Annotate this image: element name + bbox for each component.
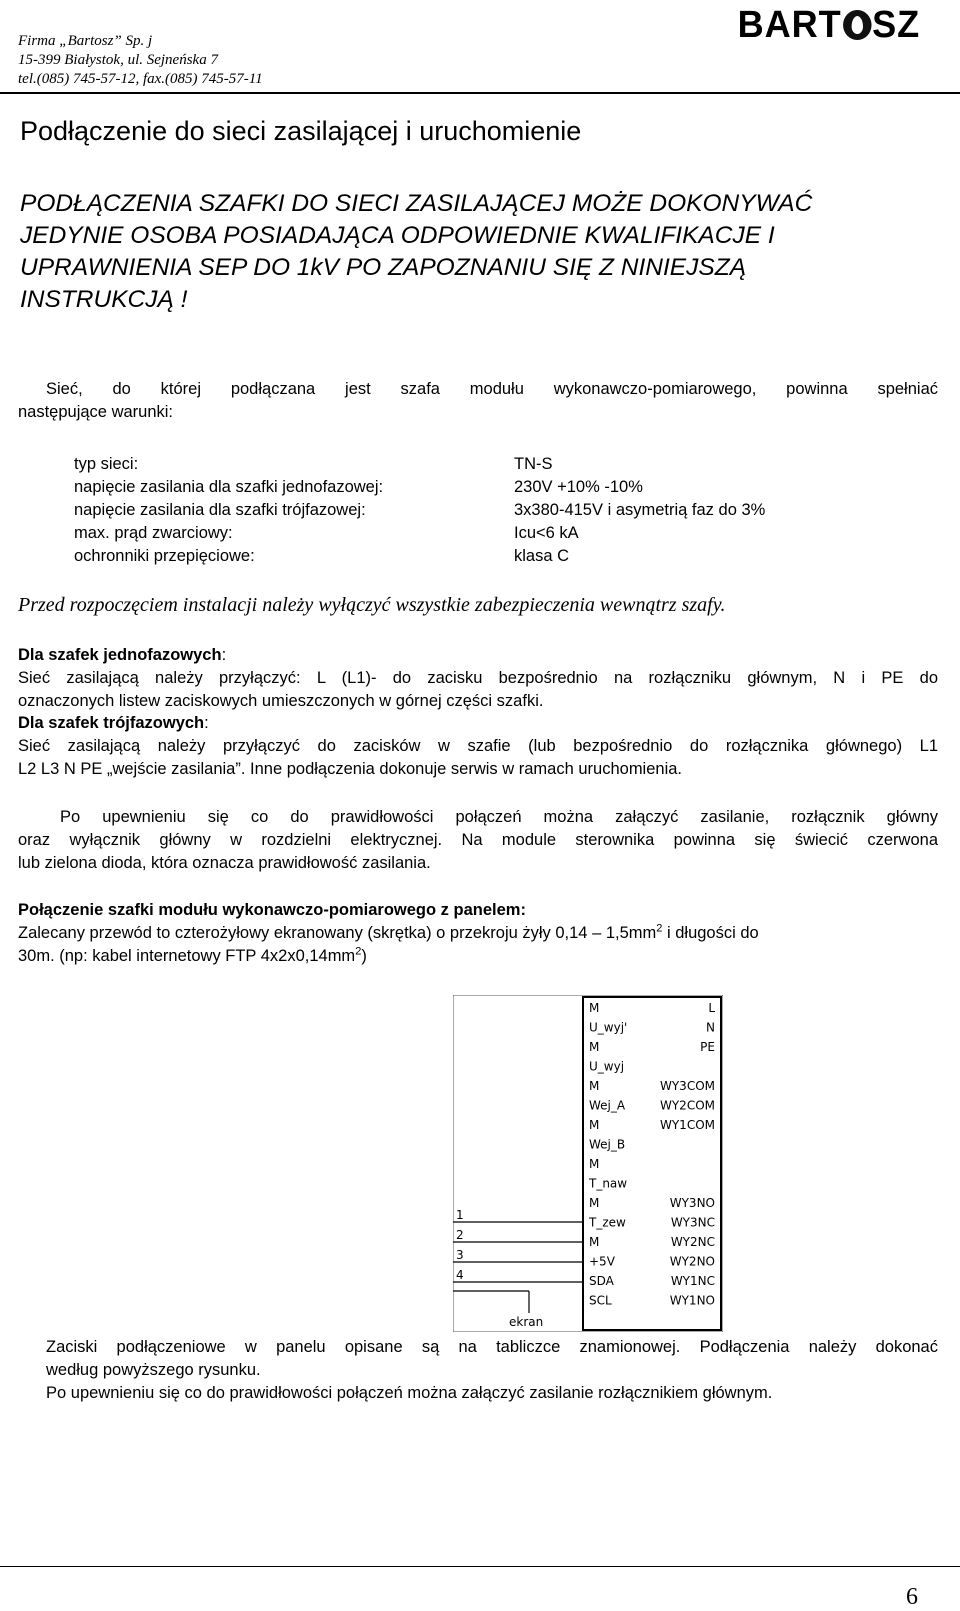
terminal-label: M	[589, 1001, 600, 1015]
after-check-line-2: oraz wyłącznik główny w rozdzielni elektrycznej. Na module sterownika powinna się świecić czerwona	[18, 831, 938, 849]
terminal-label: M	[589, 1040, 600, 1054]
single-phase-heading-text: Dla szafek jednofazowych	[18, 646, 222, 664]
requirement-row	[74, 478, 934, 501]
footer-note-line-3: Po upewnieniu się co do prawidłowości połączeń można załączyć zasilanie rozłącznikiem głównym.	[46, 1384, 773, 1402]
before-install-note: Przed rozpoczęciem instalacji należy wyłączyć wszystkie zabezpieczenia wewnątrz szafy.	[18, 594, 726, 616]
panel-connection-line-2	[18, 945, 367, 968]
requirement-label: ochronniki przepięciowe:	[74, 547, 255, 565]
terminal-label: WY2NC	[670, 1235, 715, 1249]
header-divider	[0, 92, 960, 94]
warning-line: JEDYNIE OSOBA POSIADAJĄCA ODPOWIEDNIE KWALIFIKACJE I	[20, 222, 775, 249]
requirement-label: max. prąd zwarciowy:	[74, 524, 233, 542]
terminal-label: +5V	[589, 1254, 615, 1269]
company-phone: tel.(085) 745-57-12, fax.(085) 745-57-11	[18, 71, 263, 87]
screen-label: ekran	[509, 1315, 544, 1329]
terminal-label: M	[589, 1079, 600, 1093]
terminal-label: U_wyj	[589, 1059, 625, 1074]
intro-line-1: Sieć, do której podłączana jest szafa modułu wykonawczo-pomiarowego, powinna spełniać	[46, 380, 938, 398]
wiring-diagram-svg	[453, 995, 723, 1332]
terminal-label: WY3NO	[669, 1196, 715, 1210]
requirement-row	[74, 547, 934, 570]
panel-connection-heading-text: Połączenie szafki modułu wykonawczo-pomiarowego z panelem:	[18, 901, 526, 919]
requirement-label: napięcie zasilania dla szafki trójfazowej:	[74, 501, 366, 519]
logo-text-right: SZ	[871, 4, 920, 46]
closing-paren: )	[361, 947, 367, 965]
three-phase-line-2: L2 L3 N PE „wejście zasilania”. Inne podłączenia dokonuje serwis w ramach uruchomienia.	[18, 760, 683, 778]
three-phase-line-1: Sieć zasilającą należy przyłączyć do zacisków w szafie (lub bezpośrednio do rozłącznika głównego) L1	[18, 737, 938, 755]
requirement-value: klasa C	[514, 547, 570, 565]
requirement-value: Icu<6 kA	[514, 524, 579, 542]
intro-line-2: następujące warunki:	[18, 403, 174, 421]
wire-number: 4	[456, 1268, 464, 1282]
warning-line: INSTRUKCJĄ !	[20, 286, 188, 313]
terminal-label: M	[589, 1157, 600, 1171]
terminal-label: WY1NC	[670, 1274, 715, 1288]
requirement-label: napięcie zasilania dla szafki jednofazowej:	[74, 478, 384, 496]
company-address: 15-399 Białystok, ul. Sejneńska 7	[18, 52, 218, 68]
single-phase-line-2: oznaczonych listew zaciskowych umieszczonych w górnej części szafki.	[18, 692, 544, 710]
terminal-label: Wej_A	[589, 1098, 626, 1113]
qualification-warning	[20, 188, 940, 316]
terminal-label: WY3NC	[670, 1215, 715, 1230]
wiring-diagram	[453, 995, 723, 1337]
requirement-row	[74, 455, 934, 478]
terminal-label: U_wyj'	[589, 1020, 628, 1035]
bartosz-logo	[737, 4, 920, 47]
cable-length-text: i długości do	[662, 924, 759, 942]
terminal-label: N	[706, 1020, 715, 1035]
footer-note-line-2: według powyższego rysunku.	[46, 1361, 261, 1379]
three-phase-heading: Dla szafek trójfazowych:	[18, 714, 209, 732]
terminal-label: PE	[700, 1040, 715, 1054]
terminal-label: SDA	[589, 1274, 614, 1288]
terminal-label: M	[589, 1235, 600, 1249]
terminal-label: WY1NO	[669, 1293, 715, 1308]
wire-number: 3	[456, 1248, 464, 1262]
requirement-value: TN-S	[514, 455, 553, 473]
terminal-label: M	[589, 1118, 600, 1132]
terminal-label: WY1COM	[659, 1118, 715, 1132]
terminal-label: T_zew	[589, 1215, 626, 1230]
requirement-row	[74, 501, 934, 524]
company-name: Firma „Bartosz” Sp. j	[18, 33, 153, 49]
after-check-line-3: lub zielona dioda, która oznacza prawidłowość zasilania.	[18, 854, 431, 872]
requirement-row	[74, 524, 934, 547]
after-check-line-1: Po upewnieniu się co do prawidłowości połączeń można załączyć zasilanie, rozłącznik główny	[60, 808, 938, 826]
terminal-label: L	[708, 1001, 715, 1015]
wire-number: 1	[456, 1208, 464, 1222]
panel-connection-heading	[18, 899, 526, 922]
cable-spec-text: Zalecany przewód to czterożyłowy ekranowany (skrętka) o przekroju żyły 0,14 – 1,5mm	[18, 924, 657, 942]
warning-line: UPRAWNIENIA SEP DO 1kV PO ZAPOZNANIU SIĘ Z NINIEJSZĄ	[20, 254, 747, 281]
terminal-label: WY3COM	[659, 1079, 715, 1093]
logo-text-left: BART	[737, 4, 842, 46]
terminal-label: M	[589, 1196, 600, 1210]
warning-line: PODŁĄCZENIA SZAFKI DO SIECI ZASILAJĄCEJ MOŻE DOKONYWAĆ	[20, 190, 813, 217]
footer-note-line-1: Zaciski podłączeniowe w panelu opisane są na tabliczce znamionowej. Podłączenia należy dokonać	[46, 1338, 938, 1356]
terminal-label: WY2COM	[659, 1098, 715, 1113]
requirement-label: typ sieci:	[74, 455, 139, 473]
cable-example-text: 30m. (np: kabel internetowy FTP 4x2x0,14mm	[18, 947, 356, 965]
terminal-label: Wej_B	[589, 1137, 626, 1152]
terminal-label: T_naw	[589, 1176, 628, 1191]
three-phase-heading-text: Dla szafek trójfazowych	[18, 714, 205, 732]
superscript: 2	[656, 922, 663, 935]
wire-number: 2	[456, 1228, 464, 1242]
terminal-label: WY2NO	[669, 1254, 715, 1269]
single-phase-line-1: Sieć zasilającą należy przyłączyć: L (L1)- do zacisku bezpośrednio na rozłączniku głównym, N i PE do	[18, 669, 938, 687]
superscript: 2	[355, 945, 362, 958]
single-phase-heading: Dla szafek jednofazowych:	[18, 646, 227, 664]
page-number: 6	[906, 1584, 918, 1610]
terminal-label: SCL	[589, 1293, 612, 1308]
footer-divider	[0, 1566, 960, 1567]
requirement-value: 3x380-415V i asymetrią faz do 3%	[514, 501, 766, 519]
panel-connection-line-1	[18, 922, 938, 945]
page-title: Podłączenie do sieci zasilającej i uruchomienie	[20, 116, 582, 146]
flame-drop-icon	[843, 10, 872, 40]
requirement-value: 230V +10% -10%	[514, 478, 643, 496]
